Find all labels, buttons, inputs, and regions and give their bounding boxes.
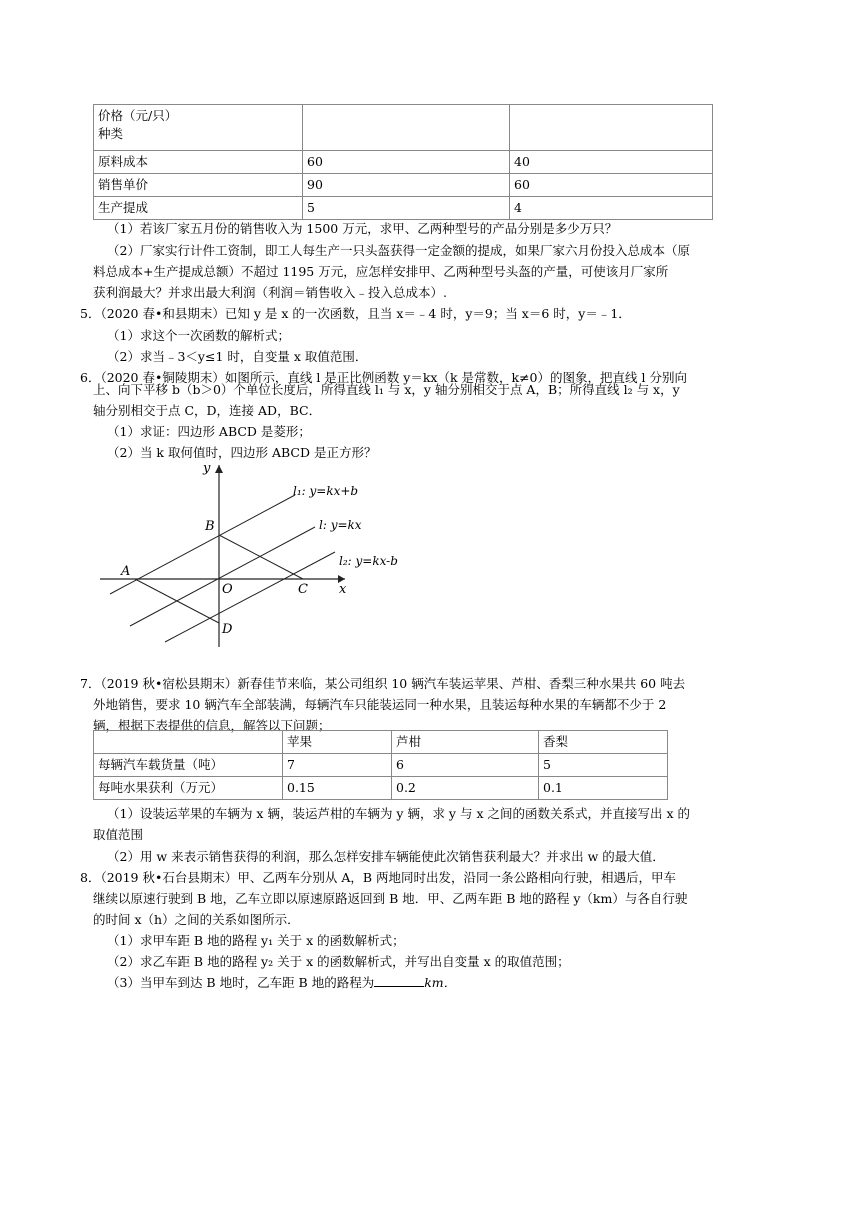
fruit-truck-table bbox=[93, 730, 668, 800]
origin-label: O bbox=[222, 582, 233, 597]
table-row bbox=[94, 105, 713, 151]
q7-part1-line2: 取值范围 bbox=[93, 827, 144, 842]
point-a-label: A bbox=[121, 564, 131, 579]
q7-stem-line3: 辆，根据下表提供的信息，解答以下问题； bbox=[93, 718, 331, 733]
point-d-label: D bbox=[222, 622, 233, 637]
y-axis-arrow bbox=[215, 465, 223, 473]
x-axis-label: x bbox=[339, 582, 347, 597]
table-cell: 90 bbox=[303, 174, 510, 197]
q5-part1: （1）求这个一次函数的解析式； bbox=[107, 328, 290, 343]
table-cell bbox=[510, 105, 713, 151]
table-cell bbox=[303, 105, 510, 151]
header-price-label: 价格（元/只） bbox=[98, 108, 178, 123]
table-cell: 0.2 bbox=[392, 777, 539, 800]
table-cell: 60 bbox=[303, 151, 510, 174]
q6-stem-line2: 上、向下平移 b（b＞0）个单位长度后，所得直线 l₁ 与 x，y 轴分别相交于点 A，B；所得直线 l₂ 与 x，y bbox=[93, 382, 680, 397]
q7-part2: （2）用 w 来表示销售获得的利润，那么怎样安排车辆能使此次销售获利最大？并求出 w 的最大值． bbox=[107, 849, 665, 864]
line-l1-label: l₁: y=kx+b bbox=[293, 484, 359, 498]
rhombus-figure bbox=[95, 462, 415, 652]
table-row bbox=[94, 777, 668, 800]
table-row bbox=[94, 731, 668, 754]
header-type-label: 种类 bbox=[98, 126, 124, 141]
table-header-apple: 苹果 bbox=[283, 731, 392, 754]
table-row bbox=[94, 754, 668, 777]
table-row bbox=[94, 197, 713, 220]
table-cell: 每辆汽车载货量（吨） bbox=[94, 754, 283, 777]
answer-blank bbox=[374, 974, 424, 987]
table-cell: 5 bbox=[303, 197, 510, 220]
line-l2 bbox=[165, 552, 335, 642]
table-cell: 0.1 bbox=[539, 777, 668, 800]
q6-stem-line3: 轴分别相交于点 C，D，连接 AD，BC． bbox=[93, 403, 322, 418]
q7-stem-line2: 外地销售，要求 10 辆汽车全部装满，每辆汽车只能装运同一种水果，且装运每种水果的车辆都不少于 2 bbox=[93, 697, 667, 712]
table-cell: 6 bbox=[392, 754, 539, 777]
point-c-label: C bbox=[298, 582, 308, 597]
q4-part2-line2: 料总成本+生产提成总额）不超过 1195 万元，应怎样安排甲、乙两种型号头盔的产量，可使该月厂家所 bbox=[93, 264, 669, 279]
q5-part2: （2）求当﹣3＜y≤1 时，自变量 x 取值范围． bbox=[107, 349, 368, 364]
table-cell: 销售单价 bbox=[94, 174, 303, 197]
table-cell: 40 bbox=[510, 151, 713, 174]
table-row bbox=[94, 151, 713, 174]
q8-stem-line2: 继续以原速行驶到 B 地，乙车立即以原速原路返回到 B 地．甲、乙两车距 B 地的路程 y（km）与各自行驶 bbox=[93, 891, 688, 906]
q4-part1: （1）若该厂家五月份的销售收入为 1500 万元，求甲、乙两种型号的产品分别是多少万只？ bbox=[107, 221, 618, 236]
q4-part2-line3: 获利润最大？并求出最大利润（利润＝销售收入﹣投入总成本）. bbox=[93, 285, 447, 300]
table-cell: 每吨水果获利（万元） bbox=[94, 777, 283, 800]
q6-stem-line1: 6．（2020 春•铜陵期末）如图所示，直线 l 是正比例函数 y＝kx（k 是常数，k≠0）的图象，把直线 l 分别向 bbox=[80, 370, 687, 385]
line-l2-label: l₂: y=kx-b bbox=[339, 554, 398, 568]
table-cell: 5 bbox=[539, 754, 668, 777]
q8-stem-line1: 8．（2019 秋•石台县期末）甲、乙两车分别从 A，B 两地同时出发，沿同一条公路相向行驶，相遇后，甲车 bbox=[80, 870, 677, 885]
product-price-table bbox=[93, 104, 713, 220]
table-header-pear: 香梨 bbox=[539, 731, 668, 754]
q4-part2-line1: （2）厂家实行计件工资制，即工人每生产一只头盔获得一定金额的提成，如果厂家六月份投入总成本（原 bbox=[107, 243, 690, 258]
q7-stem-line1: 7．（2019 秋•宿松县期末）新春佳节来临，某公司组织 10 辆汽车装运苹果、芦柑、香梨三种水果共 60 吨去 bbox=[80, 676, 686, 691]
q8-part3-prefix: （3）当甲车到达 B 地时，乙车距 B 地的路程为 bbox=[107, 975, 375, 990]
table-cell: 4 bbox=[510, 197, 713, 220]
q8-stem-line3: 的时间 x（h）之间的关系如图所示． bbox=[93, 912, 300, 927]
point-b-label: B bbox=[205, 519, 215, 534]
table-cell: 原料成本 bbox=[94, 151, 303, 174]
line-l-label: l: y=kx bbox=[319, 518, 362, 532]
q8-part3-suffix: km． bbox=[424, 975, 457, 990]
q6-part2: （2）当 k 取何值时，四边形 ABCD 是正方形？ bbox=[107, 445, 377, 460]
table-cell bbox=[94, 731, 283, 754]
q5-stem: 5．（2020 春•和县期末）已知 y 是 x 的一次函数，且当 x＝﹣4 时，y＝9；当 x＝6 时，y＝﹣1． bbox=[80, 306, 631, 321]
q8-part3 bbox=[107, 974, 456, 992]
table-row bbox=[94, 174, 713, 197]
q8-part1: （1）求甲车距 B 地的路程 y₁ 关于 x 的函数解析式； bbox=[107, 933, 405, 948]
table-header-orange: 芦柑 bbox=[392, 731, 539, 754]
q8-part2: （2）求乙车距 B 地的路程 y₂ 关于 x 的函数解析式，并写出自变量 x 的取值范围； bbox=[107, 954, 570, 969]
table-cell: 7 bbox=[283, 754, 392, 777]
table-cell: 0.15 bbox=[283, 777, 392, 800]
q6-part1: （1）求证：四边形 ABCD 是菱形； bbox=[107, 424, 311, 439]
table-cell: 60 bbox=[510, 174, 713, 197]
q7-part1-line1: （1）设装运苹果的车辆为 x 辆，装运芦柑的车辆为 y 辆，求 y 与 x 之间的函数关系式，并直接写出 x 的 bbox=[107, 806, 690, 821]
table-cell: 生产提成 bbox=[94, 197, 303, 220]
table-header-cell bbox=[94, 105, 303, 151]
segment-bc bbox=[219, 535, 303, 579]
y-axis-label: y bbox=[203, 462, 211, 476]
